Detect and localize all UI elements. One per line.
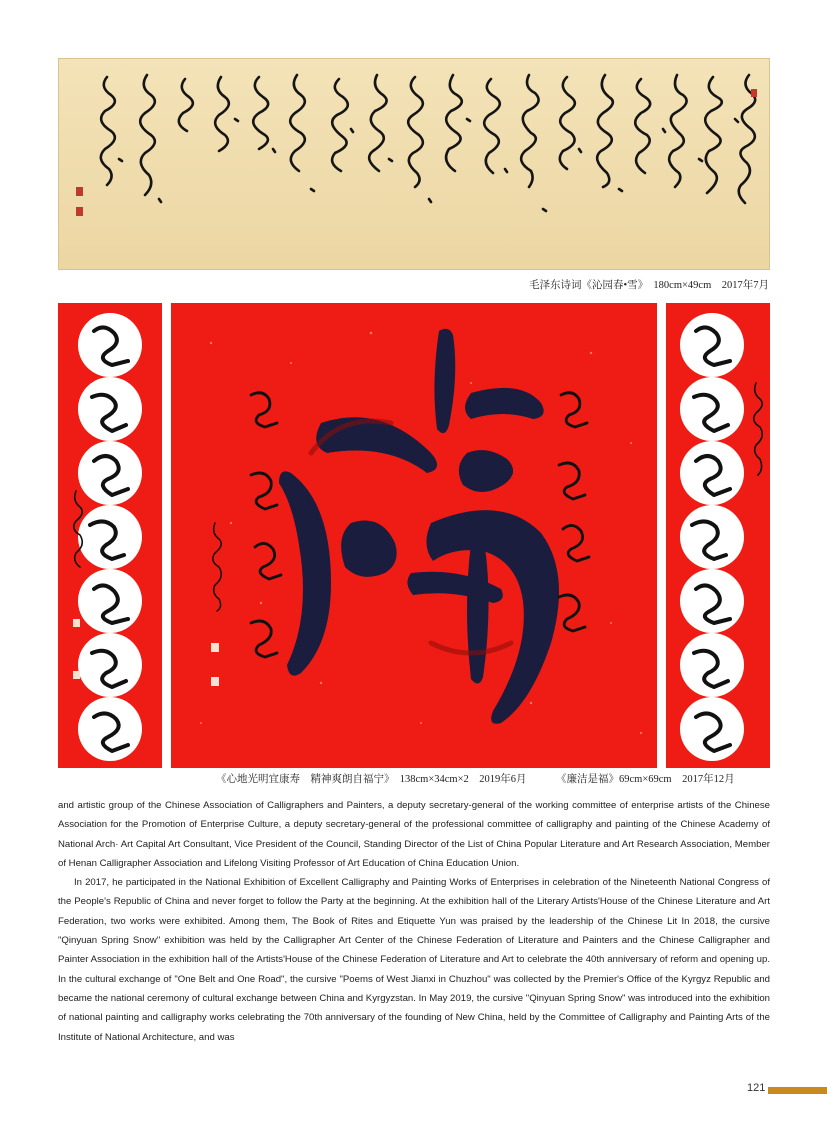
seal-stamp [73, 619, 80, 627]
fu-calligraphy [171, 303, 657, 768]
couplet-left [58, 303, 162, 768]
caption-top-artwork: 毛泽东诗词《沁园春•雪》 180cm×49cm 2017年7月 [528, 280, 769, 291]
seal-stamp [76, 207, 83, 216]
paragraph: and artistic group of the Chinese Association of Calligraphers and Painters, a deputy secretary-general of the working committee of enterprise artists of the Chinese Association for the Promotion of Enterprise Culture, a deputy secretary-general of the professional committee of calligraphy and painting of the Chinese Academy of National Arch· Art Capital Art Consultant, Vice President of the Council, Standing Director of the List of China Popular Literature and Art Research Association, Member of Henan Calligrapher Association and Lifelong Visiting Professor of Art Education of China Education Union. [58, 800, 770, 869]
couplet-left-calligraphy [58, 303, 162, 768]
fu-character-artwork [171, 303, 657, 768]
seal-stamp [211, 643, 219, 652]
article-body [58, 796, 770, 1047]
paragraph: In 2017, he participated in the National Exhibition of Excellent Calligraphy and Painting Works of Enterprises in celebration of the Nineteenth National Congress of the People's Republic of China and never forget to follow the Party at the beginning. At the exhibition hall of the Literary Artists'House of the Chinese Literature and Art Federation, two works were exhibited. Among them, The Book of Rites and Etiquette Yun was praised by the leadership of the Chinese Lit In 2018, the cursive "Qinyuan Spring Snow" exhibition was held by the Calligrapher Art Center of the Chinese Federation of Literature and Painters and the Chinese Calligrapher and Painter Association in the exhibition hall of the Artists'House of the Chinese Federation of Literature and Art to celebrate the 40th anniversary of reform and opening up. In the cultural exchange of "One Belt and One Road", the cursive "Poems of West Jianxi in Chuzhou" was collected by the Premier's Office of the Kyrgyz Republic and became the national ceremony of cultural exchange between China and Kyrgyzstan. In May 2019, the cursive "Qinyuan Spring Snow" was introduced into the exhibition of national painting and calligraphy works celebrating the 70th anniversary of the founding of New China, held by the Committee of Calligraphy and Painting Arts of the Institute of National Architecture, and was [58, 877, 770, 1043]
caption-couplet-artwork: 《心地光明宜康寿 精神爽朗自福宁》 138cm×34cm×2 2019年6月 [216, 774, 527, 785]
seal-stamp [76, 187, 83, 196]
couplet-right-calligraphy [666, 303, 770, 768]
seal-stamp [211, 677, 219, 686]
seal-stamp [73, 671, 80, 679]
page-accent-bar [768, 1087, 827, 1094]
calligraphy-scroll-qinyuanchun [58, 58, 770, 270]
couplet-right [666, 303, 770, 768]
page-number: 121 [747, 1082, 766, 1094]
caption-fu-artwork: 《廉洁是福》69cm×69cm 2017年12月 [556, 774, 735, 785]
cursive-script-artwork [59, 59, 770, 270]
seal-stamp [751, 89, 757, 97]
